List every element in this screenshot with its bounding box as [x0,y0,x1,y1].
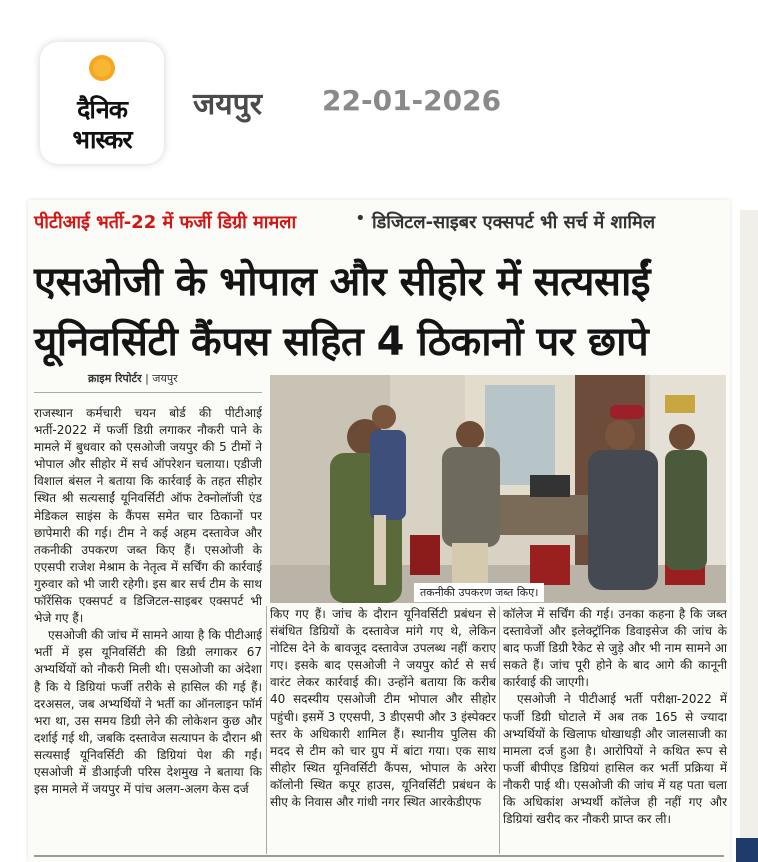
column-divider [266,606,267,854]
byline-divider: | [145,372,153,385]
headline-line-1: एसओजी के भोपाल और सीहोर में सत्यसाईं [34,259,651,305]
byline-name: क्राइम रिपोर्टर [88,372,142,385]
kicker-red: पीटीआई भर्ती-22 में फर्जी डिग्री मामला [34,212,297,233]
raid-scene-illustration [270,375,726,603]
bottom-rule [34,855,724,857]
paragraph: किए गए हैं। जांच के दौरान यूनिवर्सिटी प्रबंधन से संबंधित डिग्रियों के दस्तावेज मांगे गए थे, लेकिन नोटिस देने के बावजूद दस्तावेज उपलब्ध नहीं कराए गए। इसके बाद एसओजी ने जयपुर कोर्ट से सर्च वारंट लेकर कार्रवाई की। उन्होंने बताया कि करीब 40 सदस्यीय एसओजी टीम भोपाल और सीहोर पहुंची। इसमें 3 एएसपी, 3 डीएसपी और 3 इंस्पेक्टर स्तर के अधिकारी शामिल हैं। स्थानीय पुलिस की मदद से टीम को चार ग्रुप में बांटा गया। एक साथ सीहोर स्थित यूनिवर्सिटी कैंपस, भोपाल के अरेरा कॉलोनी स्थित कपूर हाउस, यूनिवर्सिटी प्रबंधन के सीए के निवास और गांधी नगर स्थित आरकेडीएफ [270,607,496,810]
column-divider [499,606,500,854]
logo-text-line1: दैनिक [77,95,127,124]
paragraph: राजस्थान कर्मचारी चयन बोर्ड की पीटीआई भर्ती-2022 में फर्जी डिग्री लगाकर नौकरी पाने के मामले में बुधवार को एसओजी जयपुर की 5 टीमों ने भोपाल और सीहोर में सर्च ऑपरेशन चलाया। एडीजी विशाल बंसल ने बताया कि कार्रवाई के तहत सीहोर स्थित श्री सत्यसाईं यूनिवर्सिटी ऑफ टेक्नोलॉजी एंड मेडिकल साइंस के कैंपस समेत चार ठिकानों पर छापेमारी की गई। टीम ने कई अहम दस्तावेज और तकनीकी उपकरण जब्त किए हैं। एसओजी के एएसपी राजेश मेश्राम के नेतृत्व में सर्चिंग की कार्रवाई गुरुवार को भी जारी रहेगी। इस बार सर्च टीम के साथ फॉरेंसिक एक्सपर्ट व डिजिटल-साइबर एक्सपर्ट भी भेजे गए हैं। [34,406,262,626]
news-photo [270,375,726,603]
logo-text-line2: भास्कर [72,125,132,154]
photo-caption: तकनीकी उपकरण जब्त किए। [414,583,544,602]
byline-place: जयपुर [152,372,178,385]
paragraph: एसओजी ने पीटीआई भर्ती परीक्षा-2022 में फर्जी डिग्री घोटाले में अब तक 165 से ज्यादा अभ्यर्थियों के खिलाफ धोखाधड़ी और जालसाजी का मामला दर्ज हुआ है। आरोपियों ने कथित रूप से फर्जी बीपीएड डिग्रियां हासिल कर भर्ती प्रक्रिया में नौकरी पाई थी। एसओजी की जांच में यह पता चला कि अधिकांश अभ्यर्थी कॉलेज ही नहीं गए और डिग्रियां खरीद कर नौकरी प्राप्त कर ली। [503,692,727,827]
byline-rule [34,392,262,393]
dainik-bhaskar-logo[interactable] [40,42,164,164]
edition-date: 22-01-2026 [322,84,502,117]
edition-city: जयपुर [193,87,262,122]
kicker-bullet: • [355,208,366,229]
article-column-2 [270,606,496,856]
adjacent-image-edge [736,838,758,862]
article-column-3 [503,606,727,856]
headline-line-2: यूनिवर्सिटी कैंपस सहित 4 ठिकानों पर छापे [34,319,649,365]
byline [88,371,178,386]
kicker-subtopic: डिजिटल-साइबर एक्सपर्ट भी सर्च में शामिल [372,212,656,233]
paragraph: एसओजी की जांच में सामने आया है कि पीटीआई भर्ती में इस यूनिवर्सिटी की डिग्री लगाकर 67 अभ्यर्थियों को नौकरी मिली थी। एसओजी का अंदेशा है कि ये डिग्रियां फर्जी तरीके से हासिल की गई हैं। दरअसल, जब अभ्यर्थियों ने भर्ती का ऑनलाइन फॉर्म भरा था, उस समय डिग्री लेने की लोकेशन कुछ और दर्शाई गई थी, जबकि दस्तावेज सत्यापन के दौरान श्री सत्यसाईं यूनिवर्सिटी की डिग्रियां पेश की गईं। एसओजी में डीआईजी परिस देशमुख ने बताया कि इस मामले में जयपुर में पांच अलग-अलग केस दर्ज [34,628,262,797]
sun-icon [88,54,116,82]
article-column-1 [34,405,262,860]
paragraph: कॉलेज में सर्चिंग की गई। उनका कहना है कि जब्त दस्तावेजों और इलेक्ट्रॉनिक डिवाइसेज की जांच के बाद फर्जी डिग्री रैकेट से जुड़े और भी नाम सामने आ सकते हैं। जांच पूरी होने के बाद आगे की कानूनी कार्रवाई की जाएगी। [503,607,727,690]
adjacent-clipping-edge [740,210,758,862]
